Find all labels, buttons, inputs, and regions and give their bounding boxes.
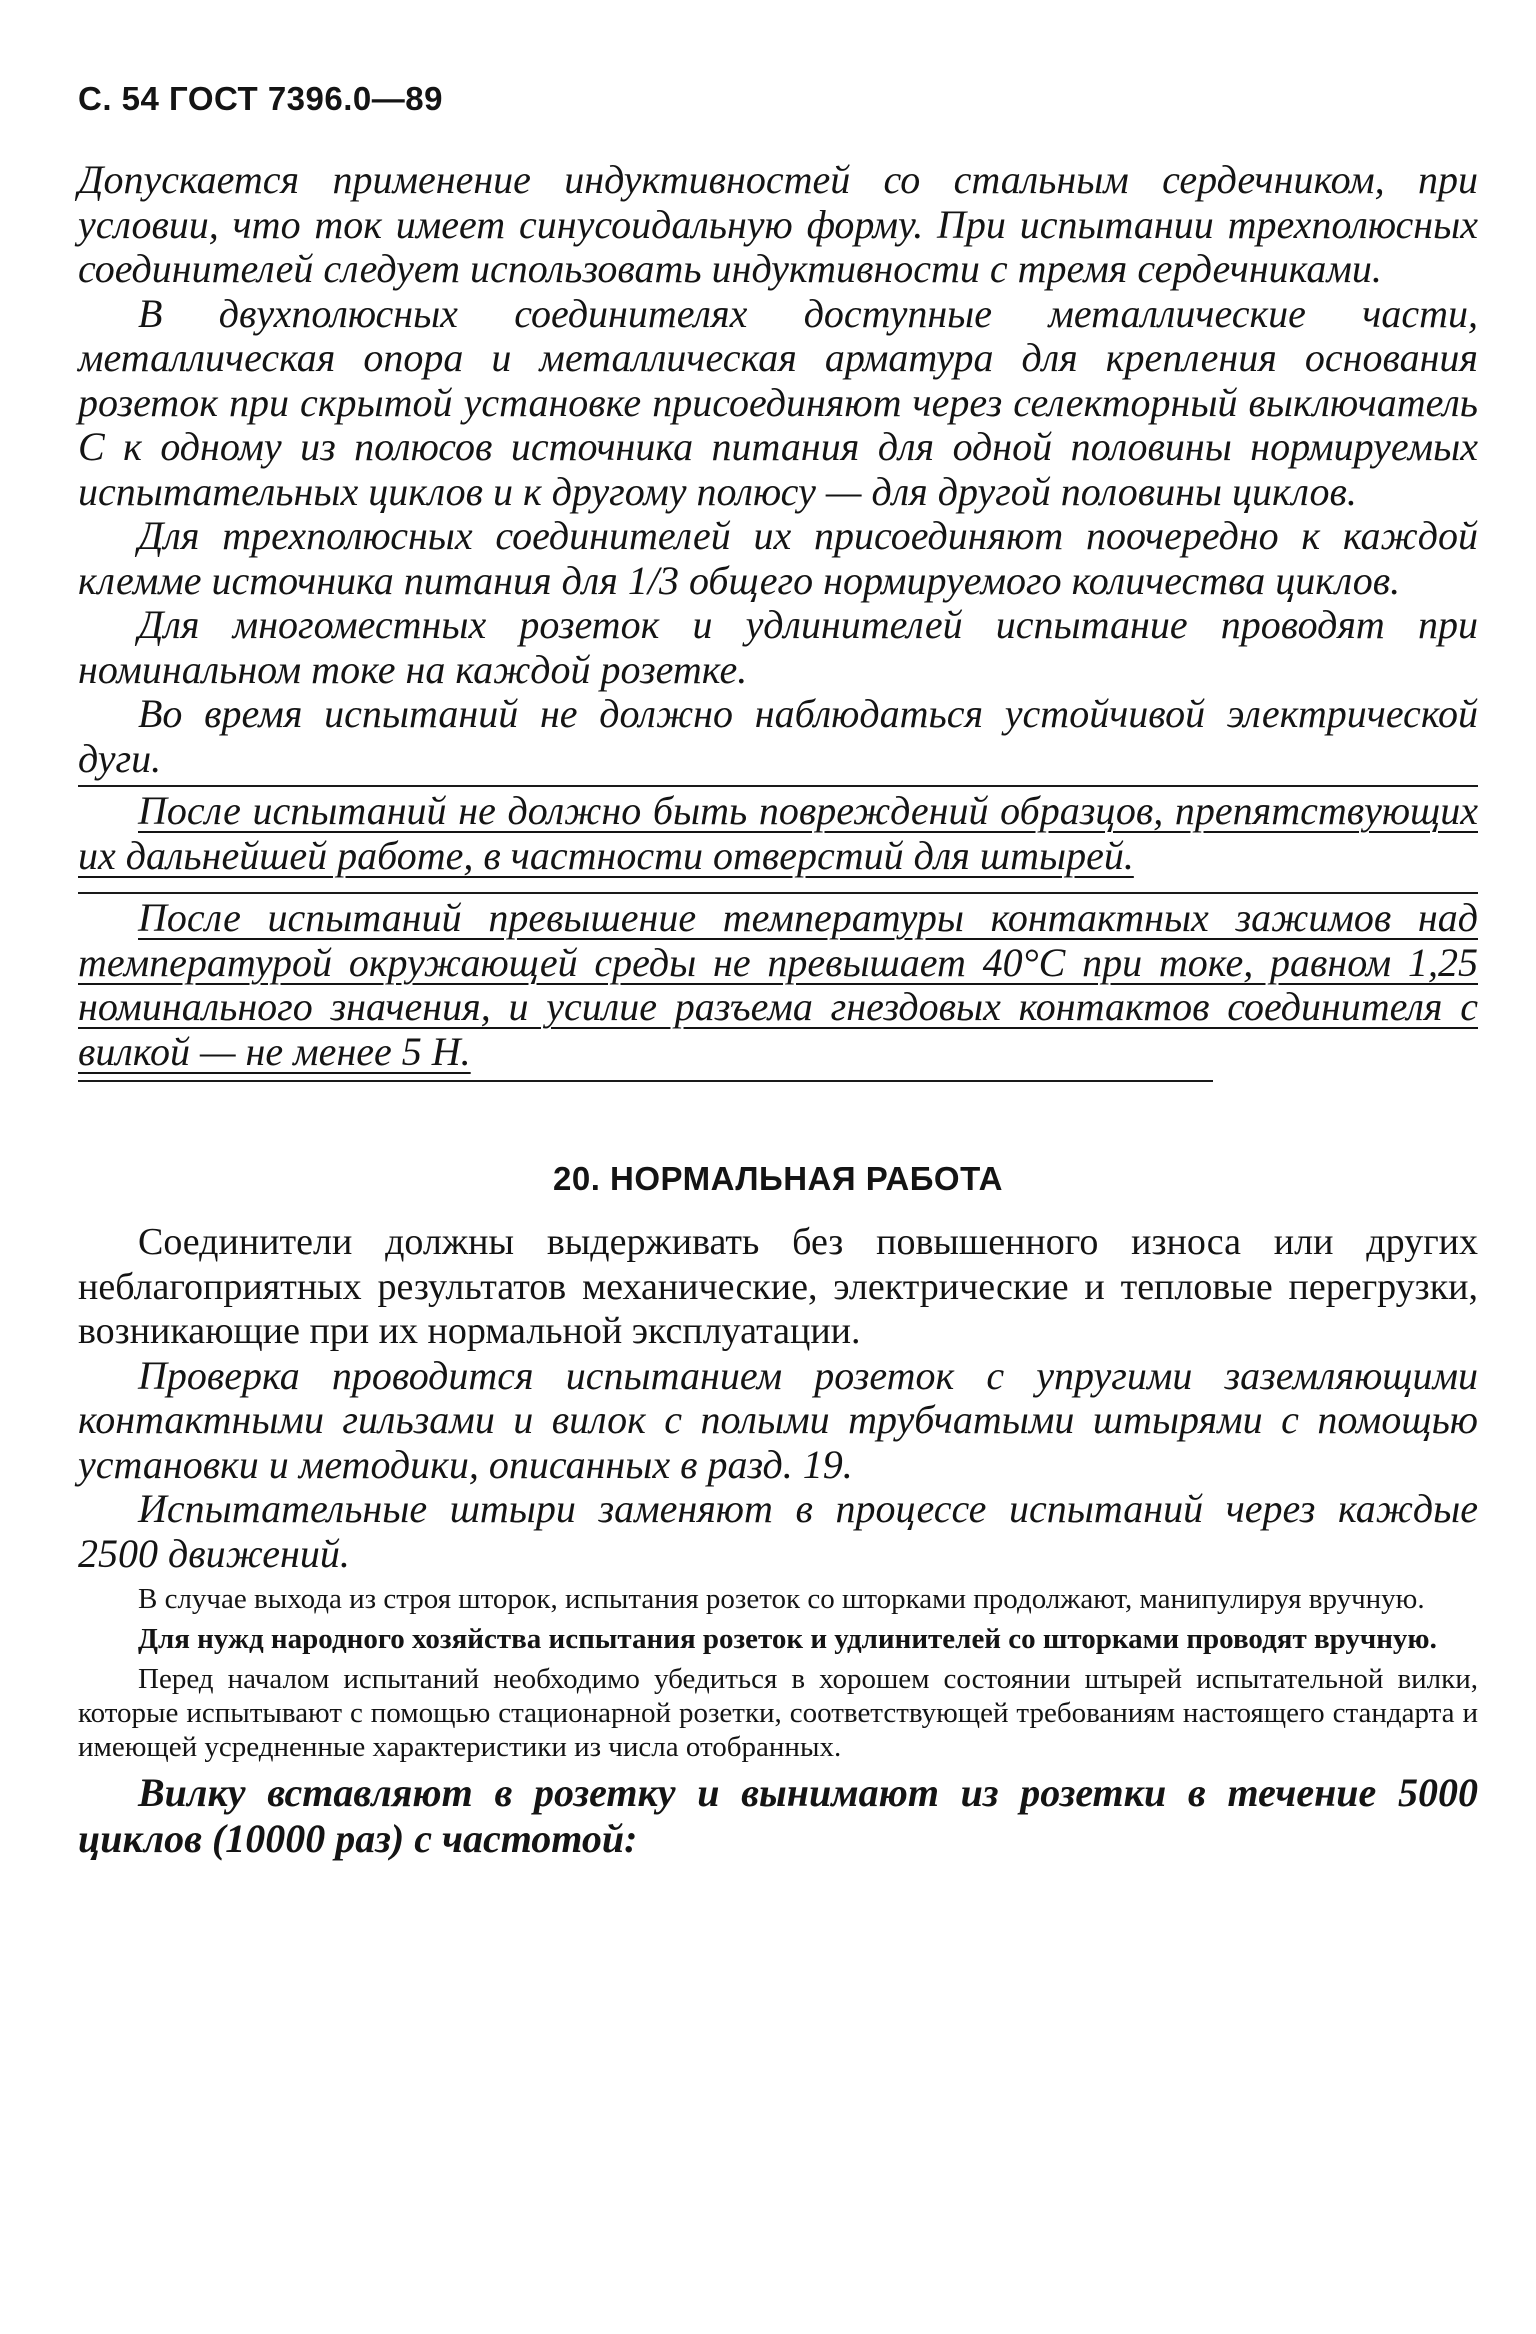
- amendment-text-1: После испытаний не должно быть повреждений образцов, препятствующих их дальнейшей работе, в частности отверстий для штырей.: [78, 788, 1478, 878]
- note-before-test: Перед началом испытаний необходимо убедиться в хорошем состоянии штырей испытательной вилки, которые испытывают с помощью стационарной розетки, соответствующей требованиям настоящего стандарта и имеющей усредненные характеристики из числа отобранных.: [78, 1663, 1478, 1763]
- paragraph-two-pole: В двухполюсных соединителях доступные металлические части, металлическая опора и металлическая арматура для крепления основания розеток при скрытой установке присоединяют через селекторный выключатель С к одному из полюсов источника питания для одной половины нормируемых испытательных циклов и к другому полюсу — для другой половины циклов.: [78, 290, 1478, 514]
- section-heading: 20. НОРМАЛЬНАЯ РАБОТА: [552, 1160, 1003, 1197]
- paragraph-inductance: Допускается применение индуктивностей со стальным сердечником, при условии, что ток имеет синусоидальную форму. При испытании трехполюсных соединителей следует использовать индуктивности с тремя сердечниками.: [78, 157, 1478, 291]
- paragraph-check: Проверка проводится испытанием розеток с упругими заземляющими контактными гильзами и вилок с полыми трубчатыми штырями с помощью установки и методики, описанных в разд. 19.: [78, 1352, 1478, 1487]
- paragraph-arc: Во время испытаний не должно наблюдаться устойчивой электрической дуги.: [78, 691, 1478, 781]
- amendment-block-1: [78, 785, 1478, 878]
- amendment-underline-end: [78, 1080, 1213, 1082]
- note-national-economy: Для нужд народного хозяйства испытания розеток и удлинителей со шторками проводят вручную.: [138, 1623, 1437, 1655]
- paragraph-pins-replace: Испытательные штыри заменяют в процессе испытаний через каждые 2500 движений.: [78, 1486, 1478, 1576]
- section-paragraph: Соединители должны выдерживать без повышенного износа или других неблагоприятных результатов механические, электрические и тепловые перегрузки, возникающие при их нормальной эксплуатации.: [78, 1221, 1478, 1352]
- paragraph-three-pole: Для трехполюсных соединителей их присоединяют поочередно к каждой клемме источника питания для 1/3 общего нормируемого количества циклов.: [78, 513, 1478, 603]
- page-header: С. 54 ГОСТ 7396.0—89: [78, 80, 443, 117]
- paragraph-cycles: Вилку вставляют в розетку и вынимают из розетки в течение 5000 циклов (10000 раз) с частотой:: [78, 1770, 1478, 1861]
- amendment-block-2: [78, 892, 1478, 1074]
- page-content: [78, 158, 1478, 1862]
- note-shutters: В случае выхода из строя шторок, испытания розеток со шторками продолжают, манипулируя вручную.: [138, 1583, 1425, 1615]
- amendment-text-2: После испытаний превышение температуры контактных зажимов над температурой окружающей среды не превышает 40°С при токе, равном 1,25 номинального значения, и усилие разъема гнездовых контактов соединителя с вилкой — не менее 5 Н.: [78, 895, 1478, 1074]
- paragraph-multi-socket: Для многоместных розеток и удлинителей испытание проводят при номинальном токе на каждой розетке.: [78, 602, 1478, 692]
